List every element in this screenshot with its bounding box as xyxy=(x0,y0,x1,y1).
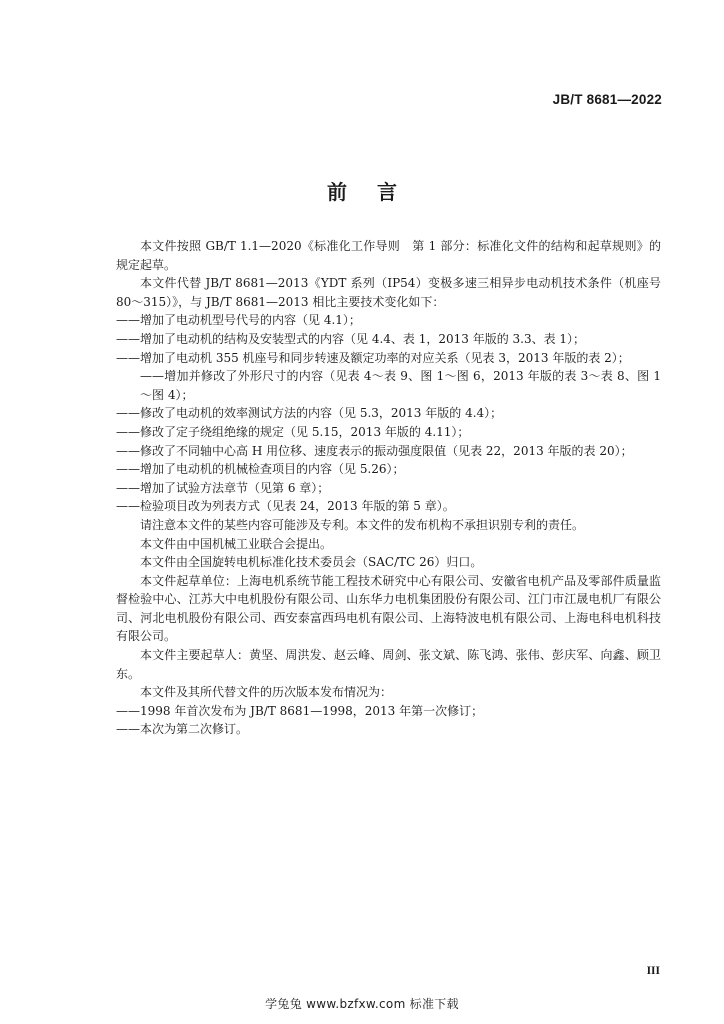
watermark-footer: 学兔兔 www.bzfxw.com 标准下载 xyxy=(265,997,459,1011)
change-item: ——修改了不同轴中心高 H 用位移、速度表示的振动强度限值（见表 22，2013 年版的表 20）； xyxy=(116,443,633,458)
page-number: III xyxy=(646,965,660,977)
change-item: ——增加了电动机型号代号的内容（见 4.1）； xyxy=(116,313,361,328)
page-title: 前言 xyxy=(327,180,427,204)
history-item: ——1998 年首次发布为 JB/T 8681—1998，2013 年第一次修订； xyxy=(116,703,484,718)
paragraph-patent-notice: 请注意本文件的某些内容可能涉及专利。本文件的发布机构不承担识别专利的责任。 xyxy=(140,517,585,532)
change-item: ——检验项目改为列表方式（见表 24，2013 年版的第 5 章）。 xyxy=(116,499,455,514)
paragraph-drafting-rules: 本文件按照 GB/T 1.1—2020《标准化工作导则 第 1 部分：标准化文件的结构和起草规则》的规定起草。 xyxy=(116,239,661,272)
change-item: ——增加了电动机 355 机座号和同步转速及额定功率的对应关系（见表 3，2013 年版的表 2）； xyxy=(116,350,630,365)
change-item: ——增加了电动机的机械检查项目的内容（见 5.26）； xyxy=(116,462,405,477)
history-item: ——本次为第二次修订。 xyxy=(116,722,249,737)
paragraph-drafters: 本文件主要起草人：黄坚、周洪发、赵云峰、周剑、张文斌、陈飞鸿、张伟、彭庆军、向鑫、顾卫东。 xyxy=(116,648,661,681)
change-item: ——增加并修改了外形尺寸的内容（见表 4～表 9、图 1～图 6，2013 年版的表 3～表 8、图 1～图 4）； xyxy=(140,369,661,402)
change-item: ——修改了电动机的效率测试方法的内容（见 5.3，2013 年版的 4.4）； xyxy=(116,406,503,421)
change-item: ——增加了试验方法章节（见第 6 章）； xyxy=(116,480,330,495)
paragraph-history-intro: 本文件及其所代替文件的历次版本发布情况为： xyxy=(140,685,393,700)
paragraph-centralized-by: 本文件由全国旋转电机标准化技术委员会（SAC/TC 26）归口。 xyxy=(140,555,483,570)
paragraph-proposed-by: 本文件由中国机械工业联合会提出。 xyxy=(140,536,333,551)
change-item: ——增加了电动机的结构及安装型式的内容（见 4.4、表 1，2013 年版的 3.3、表 1）； xyxy=(116,331,586,346)
standard-number: JB/T 8681—2022 xyxy=(552,92,662,107)
paragraph-replaces: 本文件代替 JB/T 8681—2013《YDT 系列（IP54）变极多速三相异步电动机技术条件（机座号 80～315）》，与 JB/T 8681—2013 相比主要技术变化如下： xyxy=(116,276,661,309)
paragraph-drafting-units: 本文件起草单位：上海电机系统节能工程技术研究中心有限公司、安徽省电机产品及零部件质量监督检验中心、江苏大中电机股份有限公司、山东华力电机集团股份有限公司、江门市江晟电机厂有限公司、河北电机股份有限公司、西安泰富西玛电机有限公司、上海特波电机有限公司、上海电科电机科技有限公司。 xyxy=(116,573,661,644)
foreword-body xyxy=(116,237,661,739)
change-item: ——修改了定子绕组绝缘的规定（见 5.15，2013 年版的 4.11）； xyxy=(116,424,470,439)
